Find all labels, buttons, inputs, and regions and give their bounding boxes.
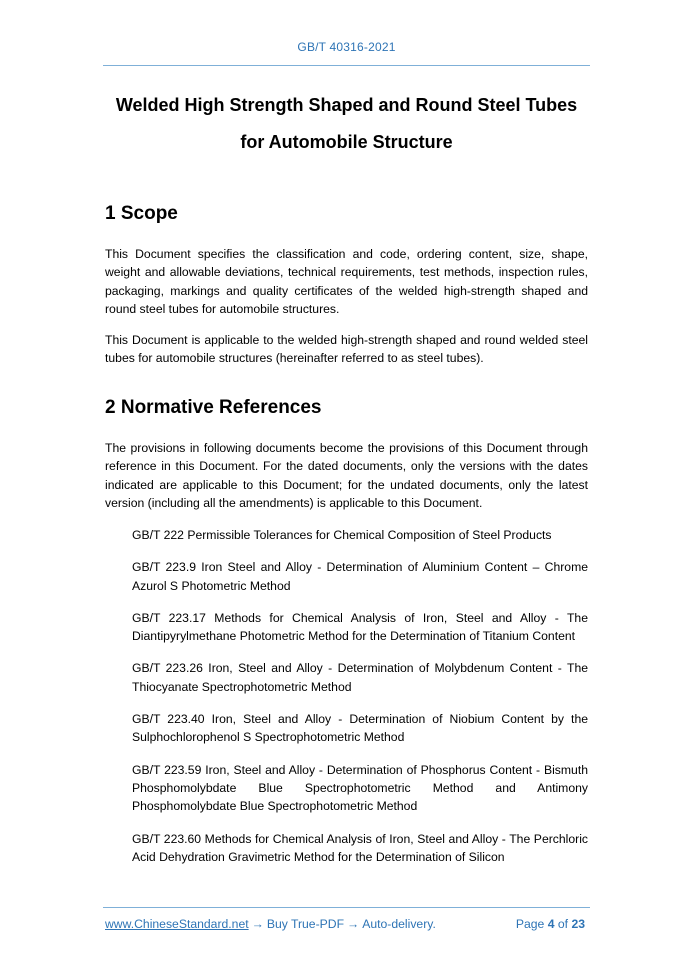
section-heading-scope: 1 Scope — [105, 203, 178, 224]
reference-item: GB/T 223.40 Iron, Steel and Alloy - Determination of Niobium Content by the Sulphochlorophenol S Spectrophotometric Method — [132, 712, 588, 745]
reference-item: GB/T 223.17 Methods for Chemical Analysis of Iron, Steel and Alloy - The Diantipyrylmethane Photometric Method for the Determination of Titanium Content — [132, 610, 588, 644]
scope-paragraph-2: This Document is applicable to the welded high-strength shaped and round welded steel tubes for automobile structures (hereinafter referred to as steel tubes). — [105, 333, 588, 366]
reference-item: GB/T 223.60 Methods for Chemical Analysis of Iron, Steel and Alloy - The Perchloric Acid Dehydration Gravimetric Method for the Determination of Silicon — [132, 831, 588, 864]
document-title-line-2: for Automobile Structure — [240, 132, 453, 152]
reference-list — [132, 526, 588, 880]
footer-promo — [105, 917, 436, 931]
footer-divider — [103, 907, 590, 908]
scope-paragraph-1: This Document specifies the classification and code, ordering content, size, shape, weight and allowable deviations, technical requirements, test methods, inspection rules, packaging, markings and quality certificates of the welded high-strength shaped and round steel tubes for automobile structures. — [105, 247, 588, 316]
of-label: of — [557, 917, 569, 931]
reference-item: GB/T 223.26 Iron, Steel and Alloy - Determination of Molybdenum Content - The Thiocyanate Spectrophotometric Method — [132, 661, 588, 694]
section-heading-normative-references: 2 Normative References — [105, 397, 322, 418]
page-footer — [105, 917, 588, 933]
current-page-number: 4 — [547, 917, 555, 931]
reference-item: GB/T 223.9 Iron Steel and Alloy - Determination of Aluminium Content – Chrome Azurol S Photometric Method — [132, 560, 588, 593]
page-indicator — [516, 917, 585, 931]
document-title-line-1: Welded High Strength Shaped and Round Steel Tubes — [115, 95, 578, 115]
arrow-right-icon: → — [347, 917, 360, 931]
chinese-standard-link[interactable]: www.ChineseStandard.net — [105, 917, 249, 931]
reference-item: GB/T 222 Permissible Tolerances for Chemical Composition of Steel Products — [132, 528, 552, 542]
auto-delivery-text: Auto-delivery. — [362, 917, 436, 931]
reference-item: GB/T 223.59 Iron, Steel and Alloy - Determination of Phosphorus Content - Bismuth Phosphomolybdate Blue Spectrophotometric Method and Antimony Phosphomolybdate Blue Spectrophotometric Method — [132, 762, 588, 814]
total-page-number: 23 — [571, 917, 585, 931]
page-label: Page — [515, 917, 545, 931]
buy-true-pdf-text: Buy True-PDF — [266, 917, 345, 931]
references-intro-paragraph: The provisions in following documents become the provisions of this Document through reference in this Document. For the dated documents, only the versions with the dates indicated are applicable to this Document; for the undated documents, only the latest version (including all the amendments) is applicable to this Document. — [105, 441, 588, 510]
header-divider — [103, 65, 590, 66]
arrow-right-icon: → — [251, 917, 264, 931]
header-standard-code: GB/T 40316-2021 — [297, 40, 396, 54]
